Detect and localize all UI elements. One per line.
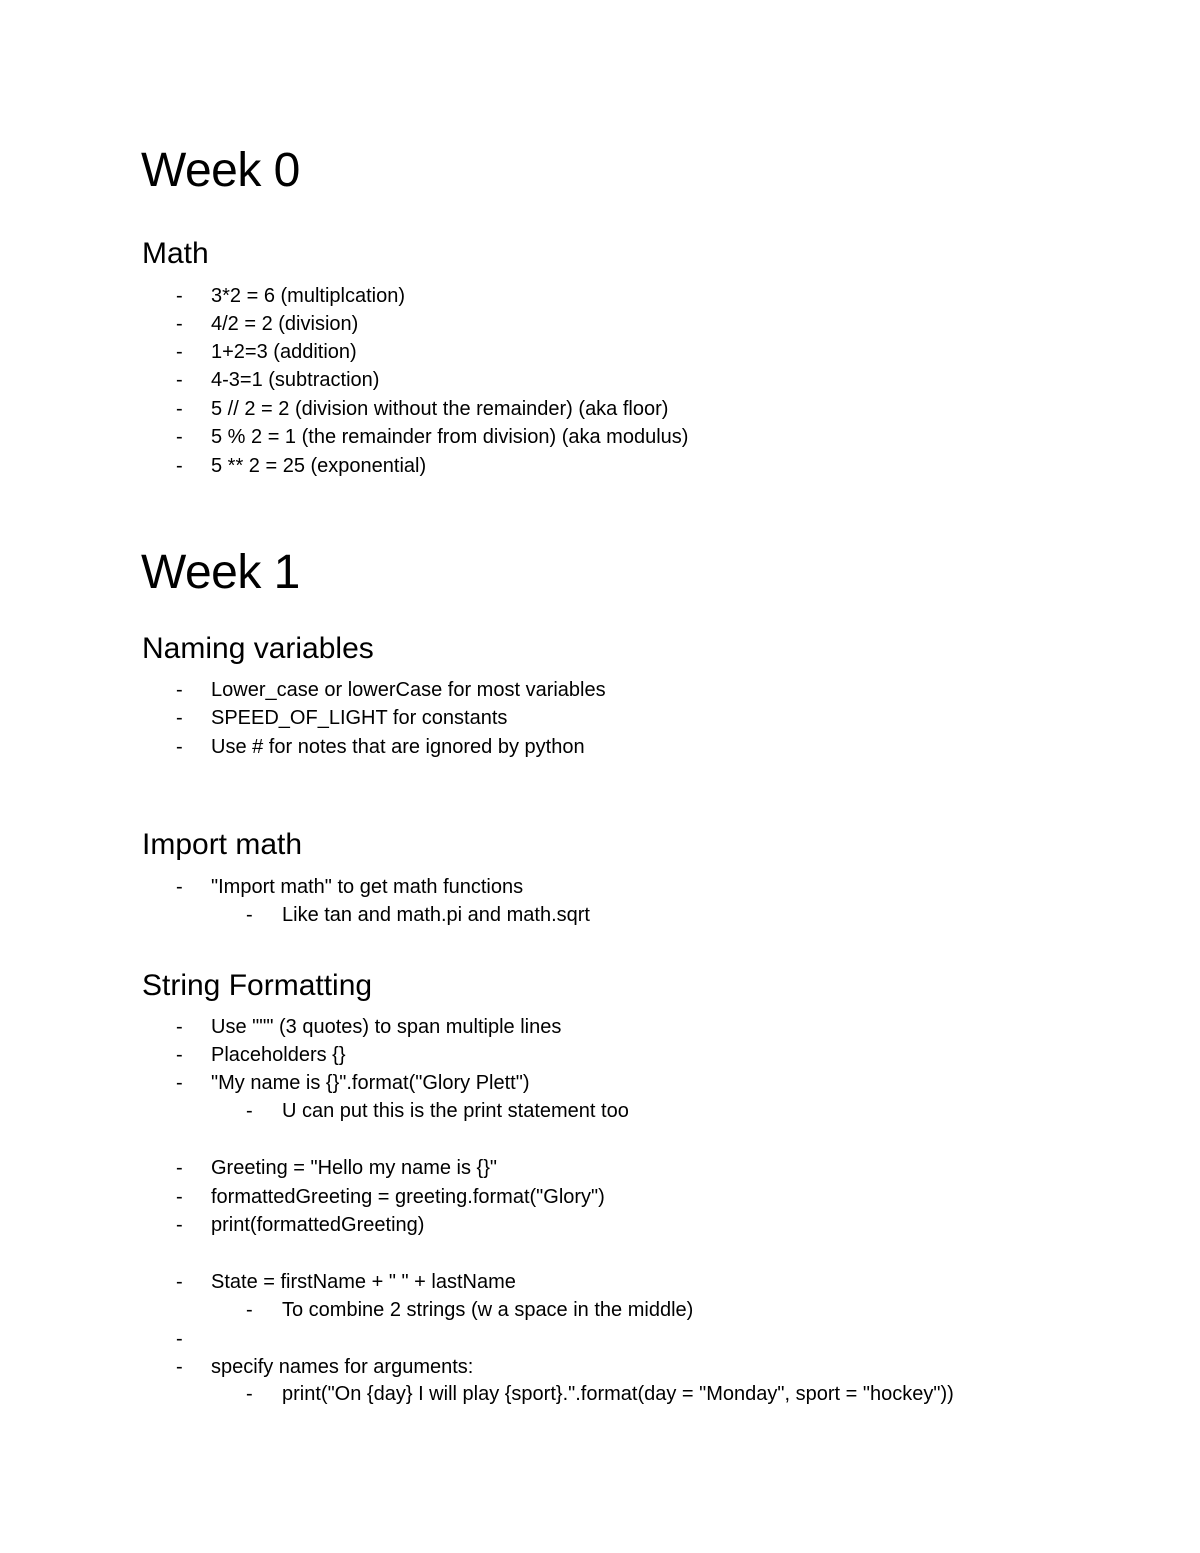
bullet-dash: - <box>176 426 183 448</box>
bullet-dash: - <box>246 904 253 926</box>
list-item-text: Use """ (3 quotes) to span multiple lines <box>211 1016 562 1038</box>
bullet-dash: - <box>176 1214 183 1236</box>
list-item-text: 1+2=3 (addition) <box>211 341 357 363</box>
list-item-text: 5 // 2 = 2 (division without the remainder) (aka floor) <box>211 398 669 420</box>
list-item-text: 4-3=1 (subtraction) <box>211 369 380 391</box>
bullet-dash: - <box>246 1383 253 1405</box>
list-item-text: 5 ** 2 = 25 (exponential) <box>211 455 427 477</box>
week-0-title: Week 0 <box>141 144 300 197</box>
bullet-dash: - <box>176 398 183 420</box>
bullet-dash: - <box>176 1328 183 1350</box>
sub-list-item-text: U can put this is the print statement too <box>282 1100 629 1122</box>
string-formatting-heading: String Formatting <box>142 969 373 1002</box>
bullet-dash: - <box>176 369 183 391</box>
list-item-text: Lower_case or lowerCase for most variables <box>211 679 606 701</box>
bullet-dash: - <box>176 1044 183 1066</box>
bullet-dash: - <box>246 1100 253 1122</box>
list-item-text: 3*2 = 6 (multiplcation) <box>211 285 405 307</box>
bullet-dash: - <box>176 707 183 729</box>
bullet-dash: - <box>246 1299 253 1321</box>
bullet-dash: - <box>176 1072 183 1094</box>
sub-list-item-text: Like tan and math.pi and math.sqrt <box>282 904 590 926</box>
bullet-dash: - <box>176 876 183 898</box>
list-item-text: formattedGreeting = greeting.format("Glory") <box>211 1186 605 1208</box>
bullet-dash: - <box>176 1157 183 1179</box>
import-math-heading: Import math <box>142 828 303 861</box>
list-item-text: "My name is {}".format("Glory Plett") <box>211 1072 530 1094</box>
list-item-text: Greeting = "Hello my name is {}" <box>211 1157 497 1179</box>
list-item-text: "Import math" to get math functions <box>211 876 524 898</box>
bullet-dash: - <box>176 285 183 307</box>
sub-list-item-text: To combine 2 strings (w a space in the middle) <box>282 1299 694 1321</box>
math-heading: Math <box>142 237 209 270</box>
bullet-dash: - <box>176 1356 183 1378</box>
naming-variables-heading: Naming variables <box>142 632 374 665</box>
list-item-text: Use # for notes that are ignored by python <box>211 736 585 758</box>
bullet-dash: - <box>176 736 183 758</box>
list-item-text: 4/2 = 2 (division) <box>211 313 359 335</box>
list-item-text: State = firstName + " " + lastName <box>211 1271 516 1293</box>
bullet-dash: - <box>176 341 183 363</box>
list-item-text: specify names for arguments: <box>211 1356 474 1378</box>
bullet-dash: - <box>176 679 183 701</box>
week-1-title: Week 1 <box>141 546 300 599</box>
list-item-text: Placeholders {} <box>211 1044 346 1066</box>
bullet-dash: - <box>176 1186 183 1208</box>
bullet-dash: - <box>176 455 183 477</box>
bullet-dash: - <box>176 313 183 335</box>
bullet-dash: - <box>176 1016 183 1038</box>
sub-list-item-text: print("On {day} I will play {sport}.".format(day = "Monday", sport = "hockey")) <box>282 1383 954 1405</box>
list-item-text: 5 % 2 = 1 (the remainder from division) (aka modulus) <box>211 426 689 448</box>
bullet-dash: - <box>176 1271 183 1293</box>
list-item-text: print(formattedGreeting) <box>211 1214 425 1236</box>
list-item-text: SPEED_OF_LIGHT for constants <box>211 707 508 729</box>
